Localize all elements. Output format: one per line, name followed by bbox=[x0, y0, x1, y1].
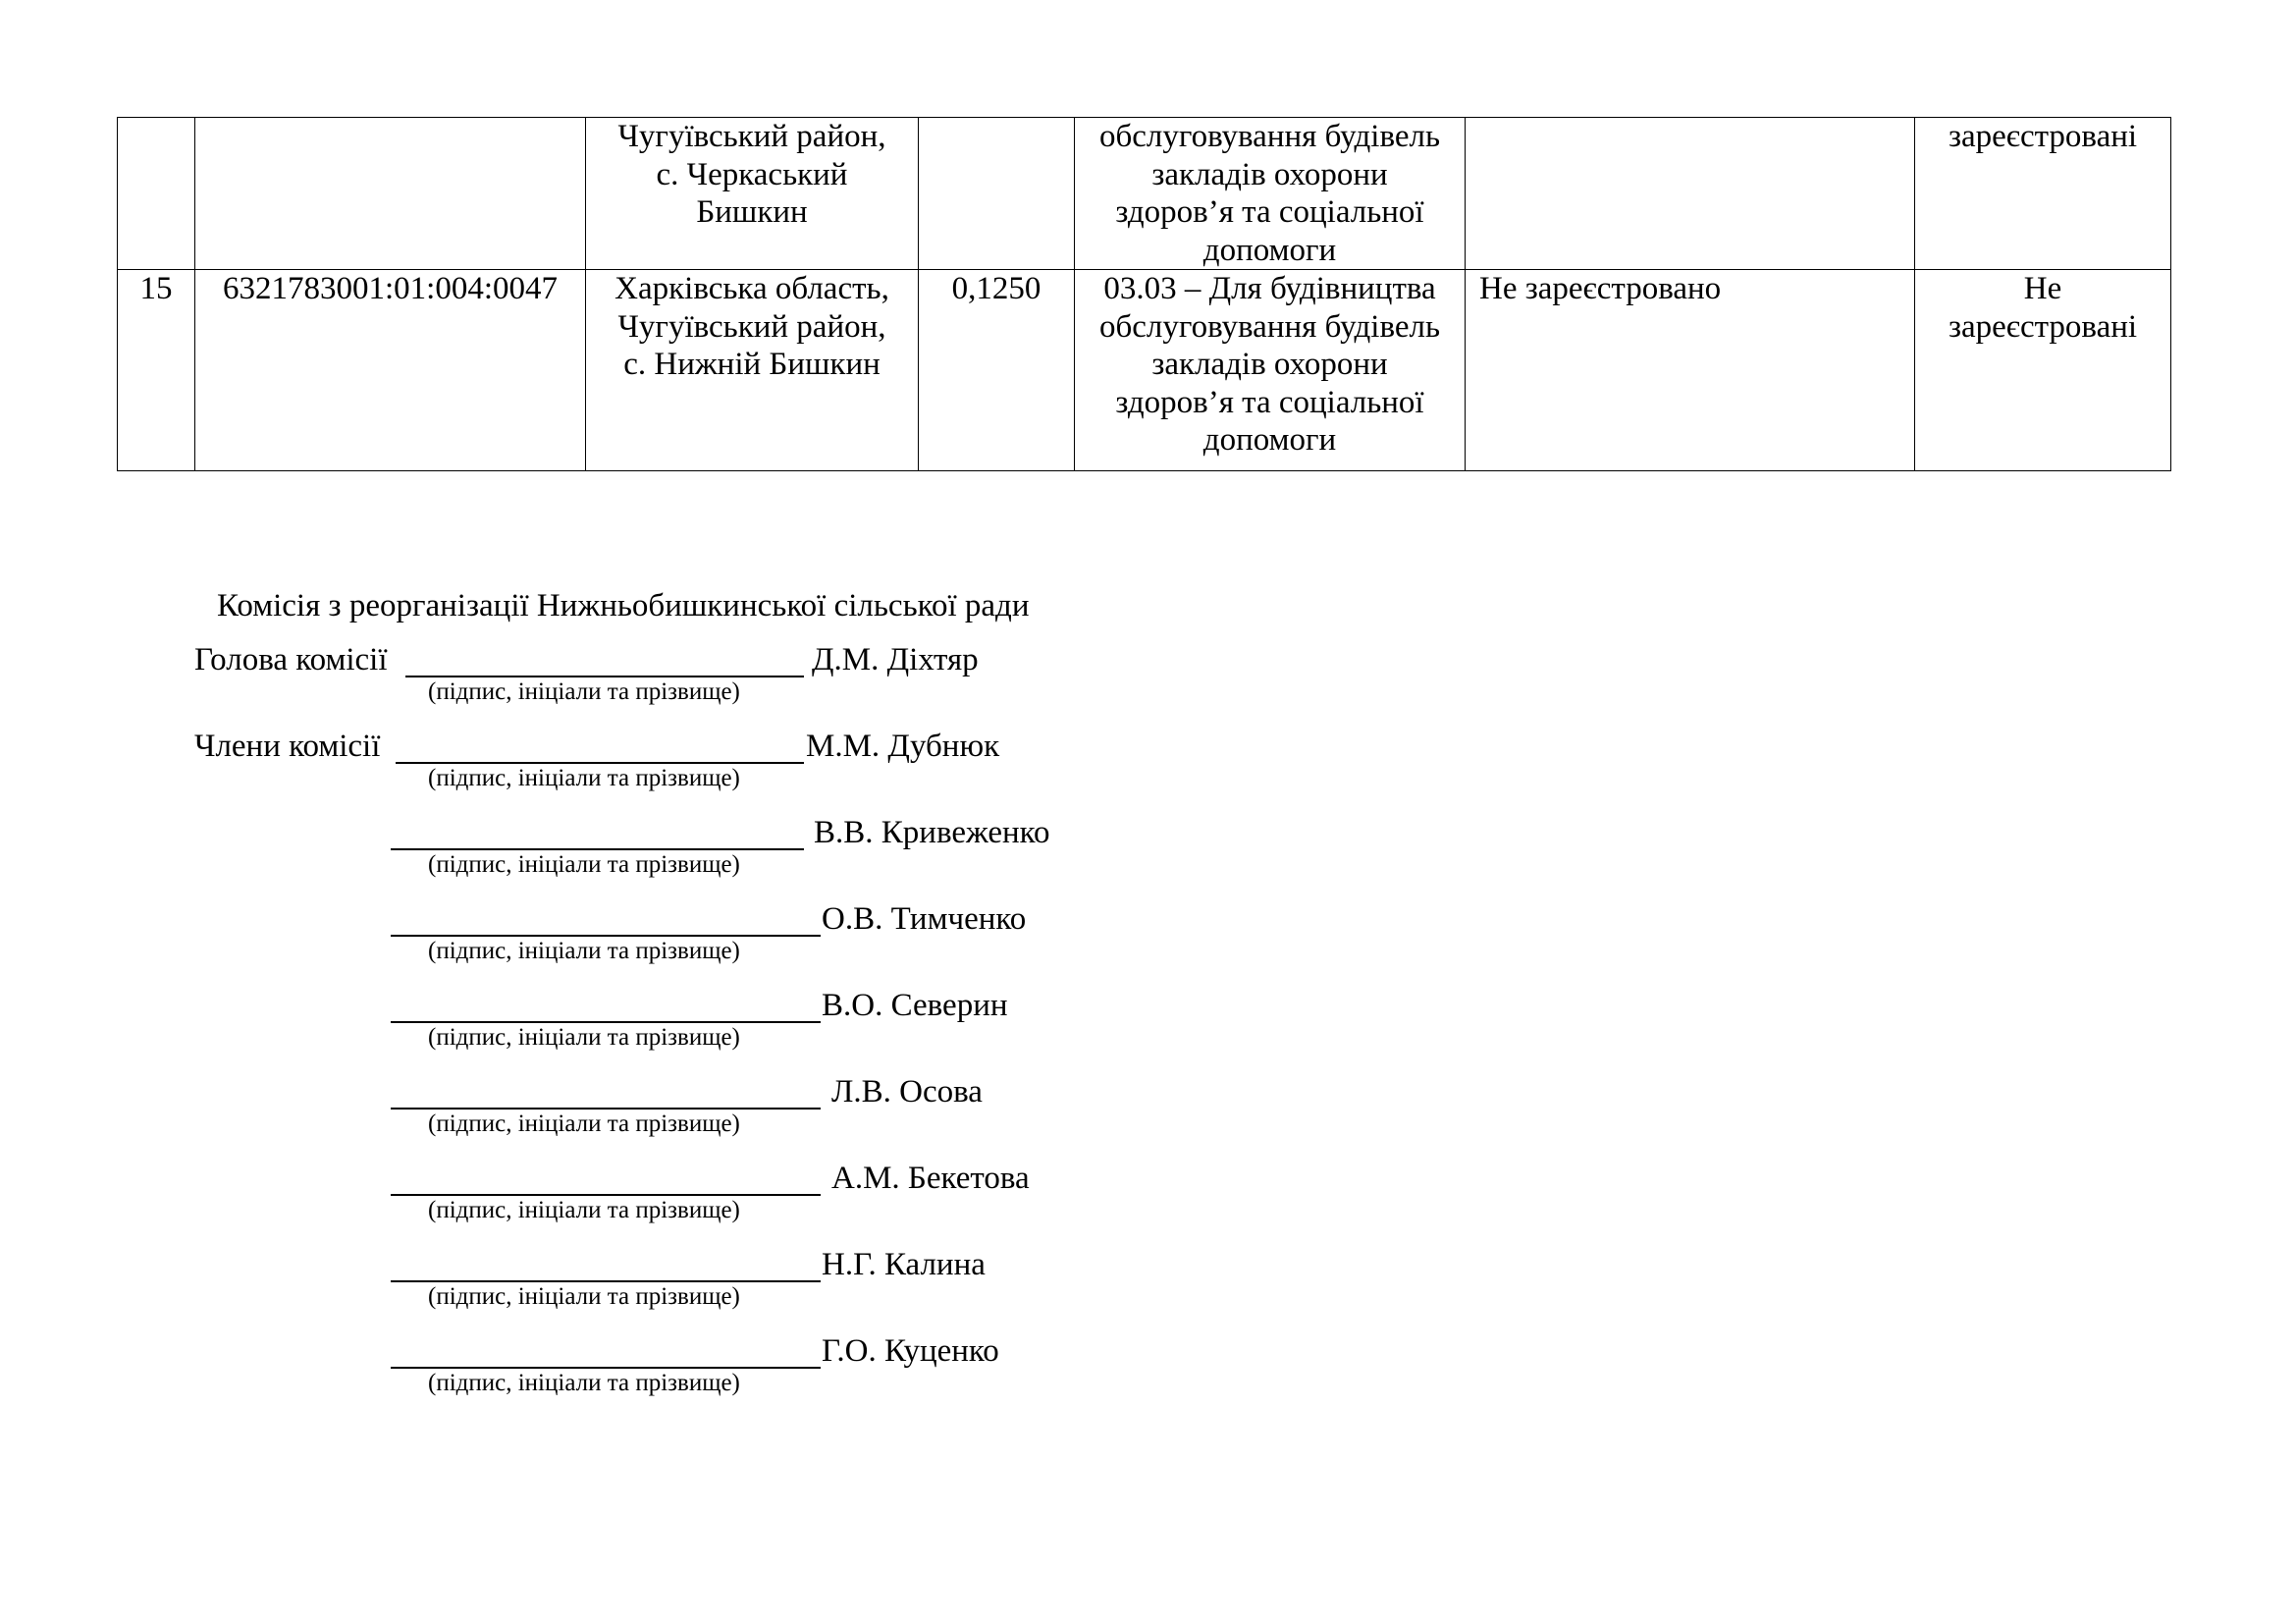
cell-address: Чугуївський район, с. Черкаський Бишкин bbox=[586, 118, 919, 270]
chair-name: Д.М. Діхтяр bbox=[812, 642, 979, 677]
table-row bbox=[118, 270, 2171, 471]
signature-block-member bbox=[0, 986, 1080, 1064]
cell-registration: зареєстровані bbox=[1915, 118, 2171, 270]
signature-caption: (підпис, ініціали та прізвище) bbox=[428, 1110, 740, 1137]
member-name: Н.Г. Калина bbox=[822, 1247, 986, 1282]
signature-block-member bbox=[0, 1245, 1080, 1324]
signature-block-member bbox=[0, 1159, 1080, 1237]
chair-label: Голова комісії bbox=[194, 642, 388, 677]
member-name: В.В. Кривеженко bbox=[814, 815, 1050, 850]
signature-caption: (підпис, ініціали та прізвище) bbox=[428, 1370, 740, 1396]
signature-block-chair bbox=[0, 640, 1080, 719]
member-name: М.М. Дубнюк bbox=[806, 729, 1000, 764]
signature-caption: (підпис, ініціали та прізвище) bbox=[428, 678, 740, 705]
cell-cadastral-number bbox=[195, 118, 586, 270]
signature-block-member bbox=[0, 1072, 1080, 1151]
table-row bbox=[118, 118, 2171, 270]
signature-caption: (підпис, ініціали та прізвище) bbox=[428, 1197, 740, 1223]
signature-caption: (підпис, ініціали та прізвище) bbox=[428, 851, 740, 878]
cell-rights: Не зареєстровано bbox=[1466, 270, 1915, 471]
member-name: В.О. Северин bbox=[822, 988, 1008, 1023]
cell-address: Харківська область, Чугуївський район, с. Нижній Бишкин bbox=[586, 270, 919, 471]
member-name: Г.О. Куценко bbox=[822, 1333, 999, 1369]
signature-block-member bbox=[0, 1331, 1080, 1410]
cell-area bbox=[919, 118, 1075, 270]
cell-number bbox=[118, 118, 195, 270]
cell-cadastral-number: 6321783001:01:004:0047 bbox=[195, 270, 586, 471]
cell-purpose: 03.03 – Для будівництва обслуговування будівель закладів охорони здоров’я та соціальної допомоги bbox=[1075, 270, 1466, 471]
signature-caption: (підпис, ініціали та прізвище) bbox=[428, 938, 740, 964]
cell-registration: Не зареєстровані bbox=[1915, 270, 2171, 471]
signature-caption: (підпис, ініціали та прізвище) bbox=[428, 1024, 740, 1051]
cell-area: 0,1250 bbox=[919, 270, 1075, 471]
commission-title: Комісія з реорганізації Нижньобишкинської сільської ради bbox=[217, 588, 1030, 623]
member-name: А.М. Бекетова bbox=[831, 1161, 1030, 1196]
member-name: Л.В. Осова bbox=[831, 1074, 983, 1110]
members-label: Члени комісії bbox=[194, 729, 381, 764]
signature-caption: (підпис, ініціали та прізвище) bbox=[428, 1283, 740, 1310]
signature-block-member bbox=[0, 727, 1080, 805]
signature-caption: (підпис, ініціали та прізвище) bbox=[428, 765, 740, 791]
cell-number: 15 bbox=[118, 270, 195, 471]
member-name: О.В. Тимченко bbox=[822, 901, 1027, 937]
cell-purpose: обслуговування будівель закладів охорони здоров’я та соціальної допомоги bbox=[1075, 118, 1466, 270]
signature-block-member bbox=[0, 899, 1080, 978]
cell-rights bbox=[1466, 118, 1915, 270]
signature-block-member bbox=[0, 813, 1080, 892]
land-plots-table bbox=[117, 117, 2171, 471]
